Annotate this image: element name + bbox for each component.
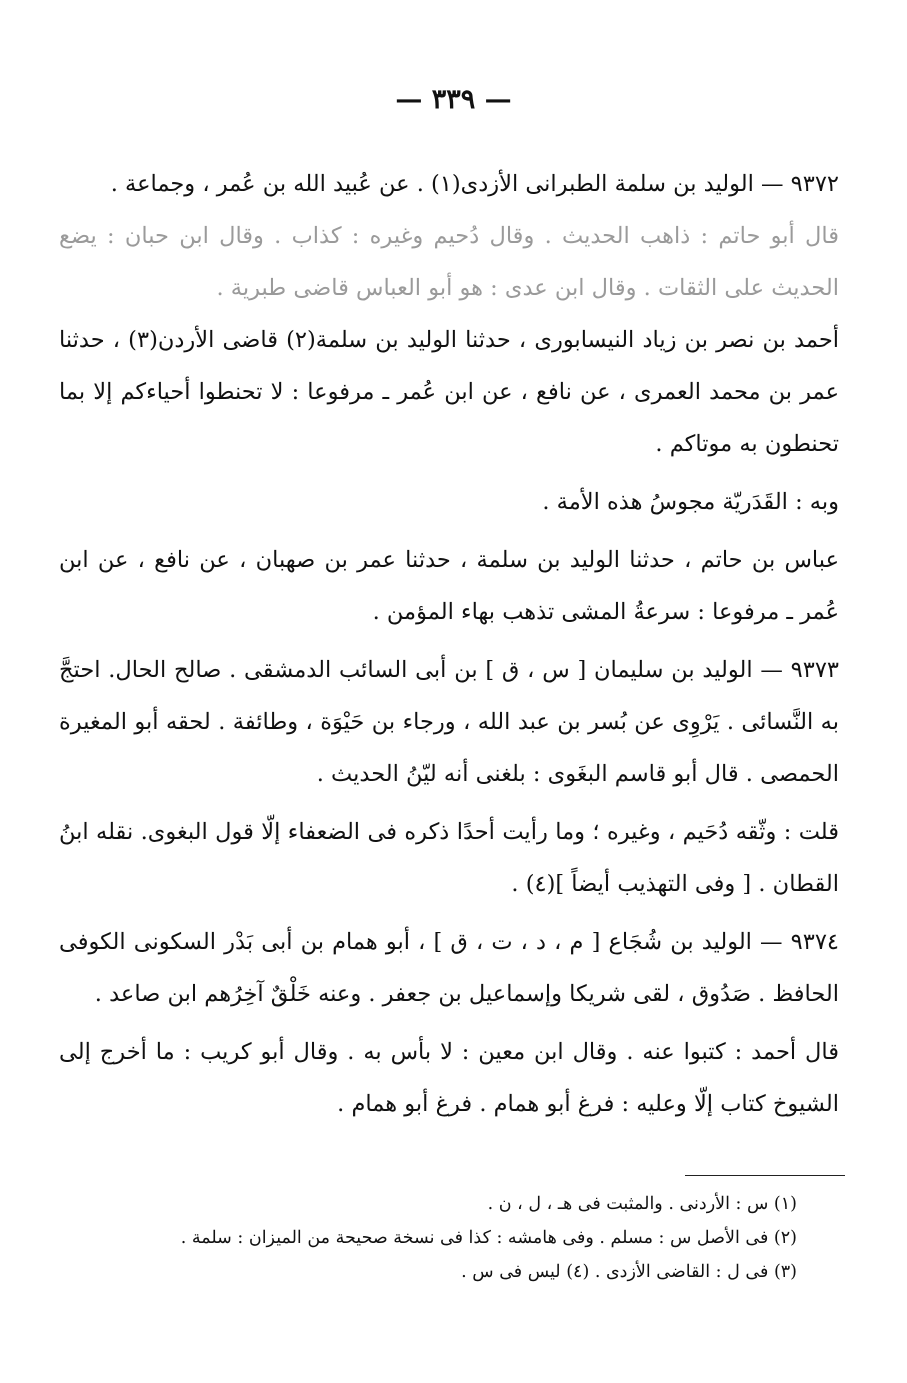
entry-9372-hadith-2: وبه : القَدَريّة مجوسُ هذه الأمة .	[542, 489, 839, 515]
entry-9373-heading: ٩٣٧٣ — الوليد بن سليمان [ س ، ق ] بن أبى السائب الدمشقى . صالح الحال. احتجَّ به النَّسائى . يَرْوِى عن بُسر بن عبد الله ، ورجاء بن حَيْوَة ، وطائفة . لحقه أبو المغيرة الحمصى . قال أبو قاسم البغَوى : بلغنى أنه ليّنُ الحديث .	[59, 657, 839, 787]
entry-9372-criticism: قال أبو حاتم : ذاهب الحديث . وقال دُحيم وغيره : كذاب . وقال ابن حبان : يضع الحديث على الثقات . وقال ابن عدى : هو أبو العباس قاضى طبرية .	[59, 223, 839, 301]
entry-9372-heading: ٩٣٧٢ — الوليد بن سلمة الطبرانى الأزدى(١) . عن عُبيد الله بن عُمر ، وجماعة .	[110, 171, 839, 197]
footnote-3-4: (٣) فى ل : القاضى الأزدى . (٤) ليس فى س .	[461, 1262, 797, 1282]
footnote-separator	[685, 1175, 845, 1176]
entry-9372-hadith-1: أحمد بن نصر بن زياد النيسابورى ، حدثنا الوليد بن سلمة(٢) قاضى الأردن(٣) ، حدثنا عمر بن محمد العمرى ، عن نافع ، عن ابن عُمر ـ مرفوعا : لا تحنطوا أحياءكم إلا بما تحنطون به موتاكم .	[59, 327, 839, 457]
entry-9374-comment: قال أحمد : كتبوا عنه . وقال ابن معين : لا بأس به . وقال أبو كريب : ما أخرج إلى الشيوخ كتاب إلّا وعليه : فرغ أبو همام . فرغ أبو همام .	[59, 1039, 839, 1117]
footnote-2: (٢) فى الأصل س : مسلم . وفى هامشه : كذا فى نسخة صحيحة من الميزان : سلمة .	[180, 1228, 797, 1248]
footnotes	[77, 1187, 797, 1289]
footnote-1: (١) س : الأردنى . والمثبت فى هـ ، ل ، ن .	[487, 1194, 797, 1214]
page-number: — ٣٣٩ —	[395, 84, 512, 115]
entry-9372-hadith-3: عباس بن حاتم ، حدثنا الوليد بن سلمة ، حدثنا عمر بن صهبان ، عن نافع ، عن ابن عُمر ـ مرفوعا : سرعةُ المشى تذهب بهاء المؤمن .	[59, 547, 839, 625]
entry-9373-comment: قلت : وثّقه دُحَيم ، وغيره ؛ وما رأيت أحدًا ذكره فى الضعفاء إلّا قول البغوى. نقله ابنُ القطان . [ وفى التهذيب أيضاً ](٤) .	[59, 819, 839, 897]
main-text	[59, 158, 839, 1130]
entry-9374-heading: ٩٣٧٤ — الوليد بن شُجَاع [ م ، د ، ت ، ق ] ، أبو همام بن أبى بَدْر السكونى الكوفى الحافظ . صَدُوق ، لقى شريكا وإسماعيل بن جعفر . وعنه خَلْقٌ آخِرُهم ابن صاعد .	[59, 929, 839, 1007]
